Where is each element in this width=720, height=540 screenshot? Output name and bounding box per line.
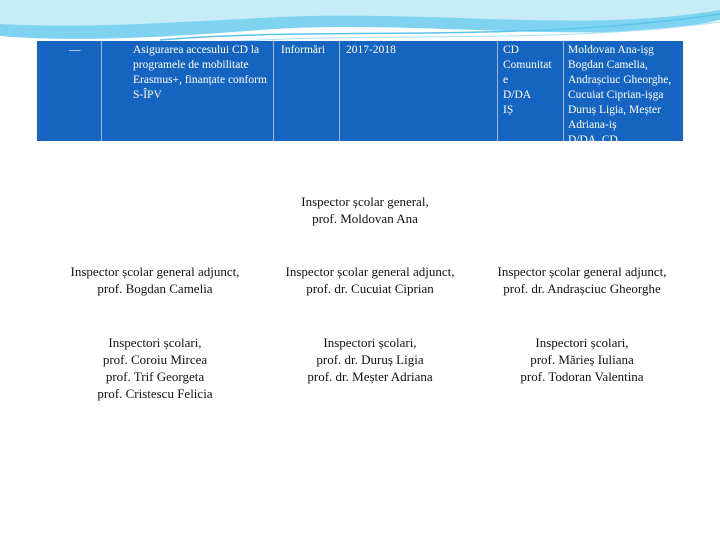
responsible-cell: Moldovan Ana-ișg Bogdan Camelia, Andrașciuc Gheorghe, Cucuiat Ciprian-ișga Duruș Ligia, Meșter Adriana-iș D/DA, CD	[568, 44, 672, 146]
activity-cell: Asigurarea accesului CD la programele de mobilitate Erasmus+, finanțate conform S-ÎPV	[133, 44, 267, 101]
signature-name: prof. dr. Andrașciuc Gheorghe	[503, 281, 661, 296]
column-divider	[339, 41, 340, 141]
signature-title: Inspectori școlari,	[108, 335, 202, 350]
signature-title: Inspectori școlari,	[535, 335, 629, 350]
signature-name: prof. Moldovan Ana	[312, 211, 418, 226]
signature-title: Inspector școlar general adjunct,	[70, 264, 240, 279]
signature-inspectors-3	[487, 334, 677, 385]
plan-table-row	[37, 41, 683, 146]
signature-names: prof. Mărieș Iuliana prof. Todoran Valentina	[520, 352, 644, 384]
column-divider	[497, 41, 498, 141]
signature-names: prof. dr. Duruș Ligia prof. dr. Meșter Adriana	[307, 352, 433, 384]
signature-deputy-1	[60, 263, 250, 297]
signature-name: prof. Bogdan Camelia	[97, 281, 213, 296]
signature-title: Inspector școlar general,	[301, 194, 429, 209]
signature-names: prof. Coroiu Mircea prof. Trif Georgeta prof. Cristescu Felicia	[97, 352, 213, 401]
method-cell: Informări	[281, 44, 326, 56]
signature-deputy-2	[255, 263, 485, 297]
signature-name: prof. dr. Cucuiat Ciprian	[306, 281, 434, 296]
column-divider	[563, 41, 564, 141]
signature-title: Inspectori școlari,	[323, 335, 417, 350]
column-divider	[101, 41, 102, 141]
row-bullet: —	[69, 44, 81, 56]
signature-deputy-3	[487, 263, 677, 297]
signature-title: Inspector școlar general adjunct,	[285, 264, 455, 279]
signature-inspectors-2	[270, 334, 470, 385]
target-group-cell: CD Comunitat e D/DA IȘ	[503, 44, 552, 116]
column-divider	[273, 41, 274, 141]
period-cell: 2017-2018	[346, 44, 396, 56]
signature-inspectors-1	[60, 334, 250, 402]
signature-general-inspector	[245, 193, 485, 227]
signature-title: Inspector școlar general adjunct,	[497, 264, 667, 279]
